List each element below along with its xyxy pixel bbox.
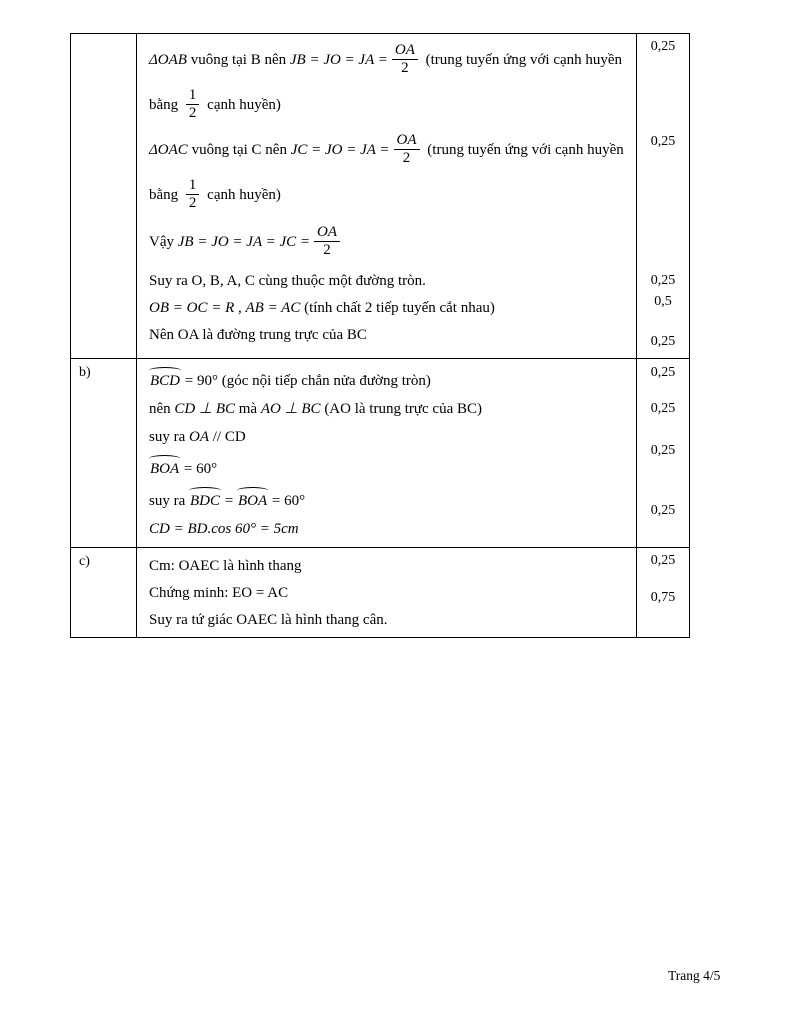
math-segment: CD ⊥ BC xyxy=(174,401,235,417)
text-segment: Vậy xyxy=(149,233,178,250)
fraction-denominator: 2 xyxy=(323,241,331,258)
fraction-numerator: OA xyxy=(394,132,420,150)
text-segment: , xyxy=(234,300,246,316)
fraction xyxy=(314,224,340,258)
point-value: 0,25 xyxy=(650,39,676,54)
text-segment: cạnh huyền) xyxy=(203,96,281,113)
row-label-cell xyxy=(71,548,137,637)
text-segment: (góc nội tiếp chắn nửa đường tròn) xyxy=(221,373,431,389)
math-segment: OB = OC = R xyxy=(149,300,235,316)
text-segment: bằng xyxy=(149,186,182,203)
point-value: 0,25 xyxy=(650,443,676,458)
math-line xyxy=(149,455,628,479)
text-segment: (trung tuyến ứng với cạnh huyền xyxy=(423,141,624,158)
fraction xyxy=(186,87,200,121)
row-points-cell xyxy=(637,548,689,637)
math-segment: ΔOAB xyxy=(149,51,187,68)
text-line: Suy ra tứ giác OAEC là hình thang cân. xyxy=(149,612,388,628)
angle-arc-segment: BCD xyxy=(150,373,180,389)
text-segment: (tính chất 2 tiếp tuyến cắt nhau) xyxy=(300,300,495,316)
text-line: Suy ra O, B, A, C cùng thuộc một đường tròn. xyxy=(149,273,426,289)
answer-table xyxy=(70,33,690,638)
fraction-denominator: 2 xyxy=(401,59,409,76)
text-segment: = 60° xyxy=(268,493,306,509)
point-value: 0,75 xyxy=(650,590,676,605)
page-number: Trang 4/5 xyxy=(668,968,721,983)
text-segment: cạnh huyền) xyxy=(203,186,281,203)
text-line: Chứng minh: EO = AC xyxy=(149,585,289,601)
math-segment: JC = JO = JA = xyxy=(290,141,390,158)
fraction-numerator: OA xyxy=(314,224,340,242)
row-label: c) xyxy=(79,554,90,569)
row-points-cell xyxy=(637,34,689,358)
text-segment: (trung tuyến ứng với cạnh huyền xyxy=(421,51,623,68)
text-segment: mà xyxy=(235,401,261,417)
table-row-a xyxy=(71,34,689,359)
fraction-denominator: 2 xyxy=(188,104,197,121)
angle-arc-segment: BOA xyxy=(150,461,180,477)
fraction-denominator: 2 xyxy=(188,194,197,211)
math-segment: CD = BD.cos 60° = 5cm xyxy=(149,521,299,537)
text-segment: nên xyxy=(149,401,175,417)
math-line xyxy=(149,367,628,391)
math-line xyxy=(149,224,628,261)
math-segment: JB = JO = JA = xyxy=(289,51,388,68)
math-line xyxy=(149,87,628,124)
angle-arc-segment: BDC xyxy=(190,493,220,509)
text-segment: vuông tại C nên xyxy=(187,141,291,158)
point-value: 0,5 xyxy=(654,294,672,309)
text-segment: = 60° xyxy=(180,461,218,477)
math-line xyxy=(149,177,628,214)
table-row-b xyxy=(71,359,689,548)
point-value: 0,25 xyxy=(650,503,676,518)
fraction-numerator: 1 xyxy=(186,87,200,105)
angle-arc-segment: BOA xyxy=(237,493,268,509)
text-line: Cm: OAEC là hình thang xyxy=(149,558,302,574)
text-segment: suy ra xyxy=(149,429,189,445)
row-content-cell xyxy=(137,359,637,547)
point-value: 0,25 xyxy=(650,334,676,349)
text-segment: = xyxy=(221,493,237,509)
fraction xyxy=(186,177,200,211)
math-segment: OA xyxy=(189,429,209,445)
row-content-cell xyxy=(137,34,637,358)
point-value: 0,25 xyxy=(650,273,676,288)
text-segment: vuông tại B nên xyxy=(186,51,290,68)
math-line xyxy=(149,298,628,318)
text-segment: // CD xyxy=(209,429,246,445)
text-segment: suy ra xyxy=(149,493,189,509)
text-segment: = 90° xyxy=(181,373,222,389)
row-content-cell xyxy=(137,548,637,637)
table-row-c xyxy=(71,548,689,637)
row-points-cell xyxy=(637,359,689,547)
text-line: Nên OA là đường trung trực của BC xyxy=(149,327,367,343)
math-segment: AO ⊥ BC xyxy=(260,401,321,417)
math-line xyxy=(149,399,628,419)
math-line xyxy=(149,487,628,511)
math-line xyxy=(149,427,628,447)
math-line xyxy=(149,519,628,539)
fraction-numerator: OA xyxy=(392,42,418,60)
point-value: 0,25 xyxy=(650,134,676,149)
row-label-cell xyxy=(71,359,137,547)
math-segment: ΔOAC xyxy=(149,141,188,158)
fraction-numerator: 1 xyxy=(186,177,200,195)
point-value: 0,25 xyxy=(650,553,676,568)
text-segment: (AO là trung trực của BC) xyxy=(320,401,482,417)
math-line xyxy=(149,132,628,169)
row-label: b) xyxy=(79,365,91,380)
point-value: 0,25 xyxy=(650,365,676,380)
fraction xyxy=(394,132,420,166)
fraction xyxy=(392,42,418,76)
fraction-denominator: 2 xyxy=(402,149,411,166)
text-segment: bằng xyxy=(149,96,182,113)
point-value: 0,25 xyxy=(650,401,676,416)
row-label-cell xyxy=(71,34,137,358)
math-line xyxy=(149,42,628,79)
math-segment: AB = AC xyxy=(245,300,301,316)
math-segment: JB = JO = JA = JC = xyxy=(177,233,311,250)
